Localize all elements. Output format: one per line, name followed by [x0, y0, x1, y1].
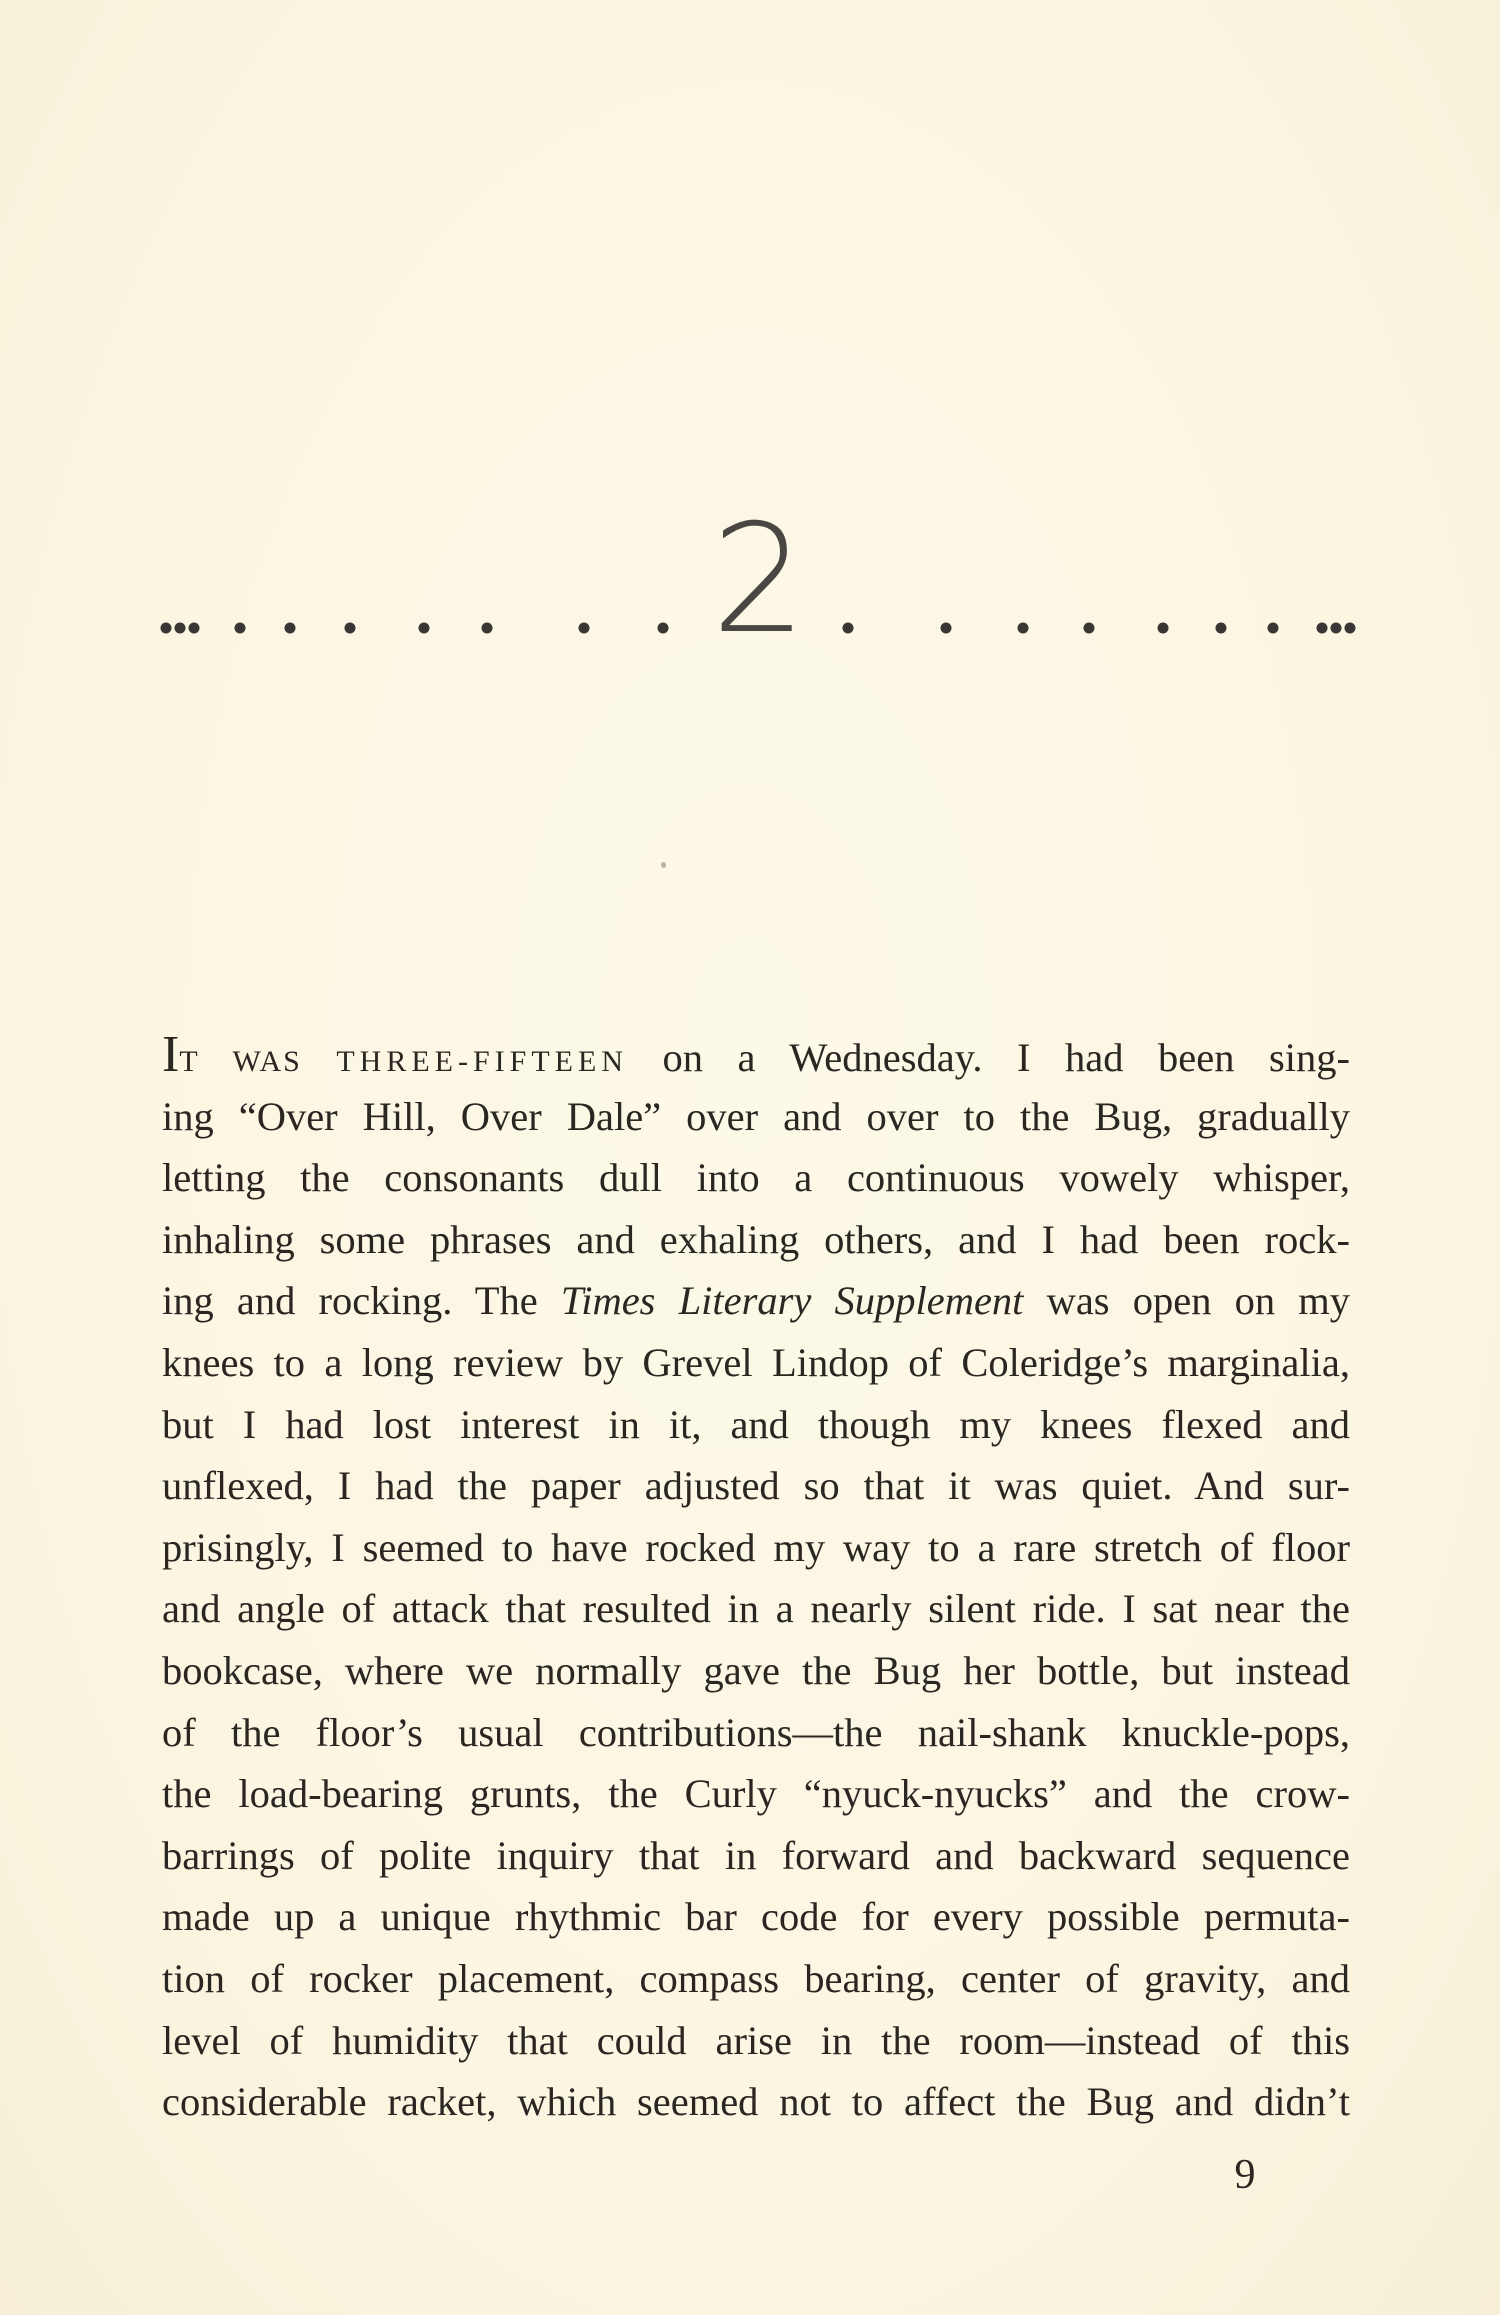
paragraph-line: unflexed, I had the paper adjusted so that it was quiet. And sur- [162, 1463, 1350, 1509]
paragraph-line: ing “Over Hill, Over Dale” over and over to the Bug, gradually [162, 1093, 1350, 1139]
paragraph-line: and angle of attack that resulted in a nearly silent ride. I sat near the [162, 1586, 1350, 1632]
paragraph-line: considerable racket, which seemed not to affect the Bug and didn’t [162, 2079, 1350, 2125]
paragraph-line [162, 1270, 1350, 1332]
paragraph-line: inhaling some phrases and exhaling others, and I had been rock- [162, 1216, 1350, 1262]
line-text: ing and rocking. The [162, 1278, 561, 1324]
paragraph-line: but I had lost interest in it, and though my knees flexed and [162, 1401, 1350, 1447]
paragraph-line: the load-bearing grunts, the Curly “nyuck-nyucks” and the crow- [162, 1771, 1350, 1817]
paragraph-line: prisingly, I seemed to have rocked my way to a rare stretch of floor [162, 1524, 1350, 1570]
chapter-heading [158, 493, 1360, 667]
lead-smallcaps: T WAS [179, 1045, 302, 1078]
paragraph-line: level of humidity that could arise in the room—instead of this [162, 2017, 1350, 2063]
paragraph-line: letting the consonants dull into a continuous vowely whisper, [162, 1155, 1350, 1201]
paragraph-line: bookcase, where we normally gave the Bug her bottle, but instead [162, 1647, 1350, 1693]
paragraph-line [162, 1024, 1350, 1086]
paper-fleck [661, 862, 666, 868]
drop-cap: I [162, 1026, 180, 1083]
paragraph-line: tion of rocker placement, compass bearing, center of gravity, and [162, 1955, 1350, 2001]
lead-smallcaps-time: THREE-FIFTEEN [336, 1045, 628, 1078]
paragraph-line: made up a unique rhythmic bar code for every possible permuta- [162, 1894, 1350, 1940]
line-text: on a Wednesday. I had been sing- [627, 1035, 1350, 1080]
chapter-number: 2 [711, 493, 807, 667]
chapter-paragraph [162, 1024, 1350, 2133]
publication-title: Times Literary Supplement [560, 1278, 1024, 1324]
paragraph-line: knees to a long review by Grevel Lindop of Coleridge’s marginalia, [162, 1339, 1350, 1385]
page-number: 9 [1234, 2152, 1256, 2198]
paragraph-line: of the floor’s usual contributions—the nail-shank knuckle-pops, [162, 1709, 1350, 1755]
line-text: was open on my [1023, 1278, 1350, 1324]
paragraph-line: barrings of polite inquiry that in forward and backward sequence [162, 1832, 1350, 1878]
